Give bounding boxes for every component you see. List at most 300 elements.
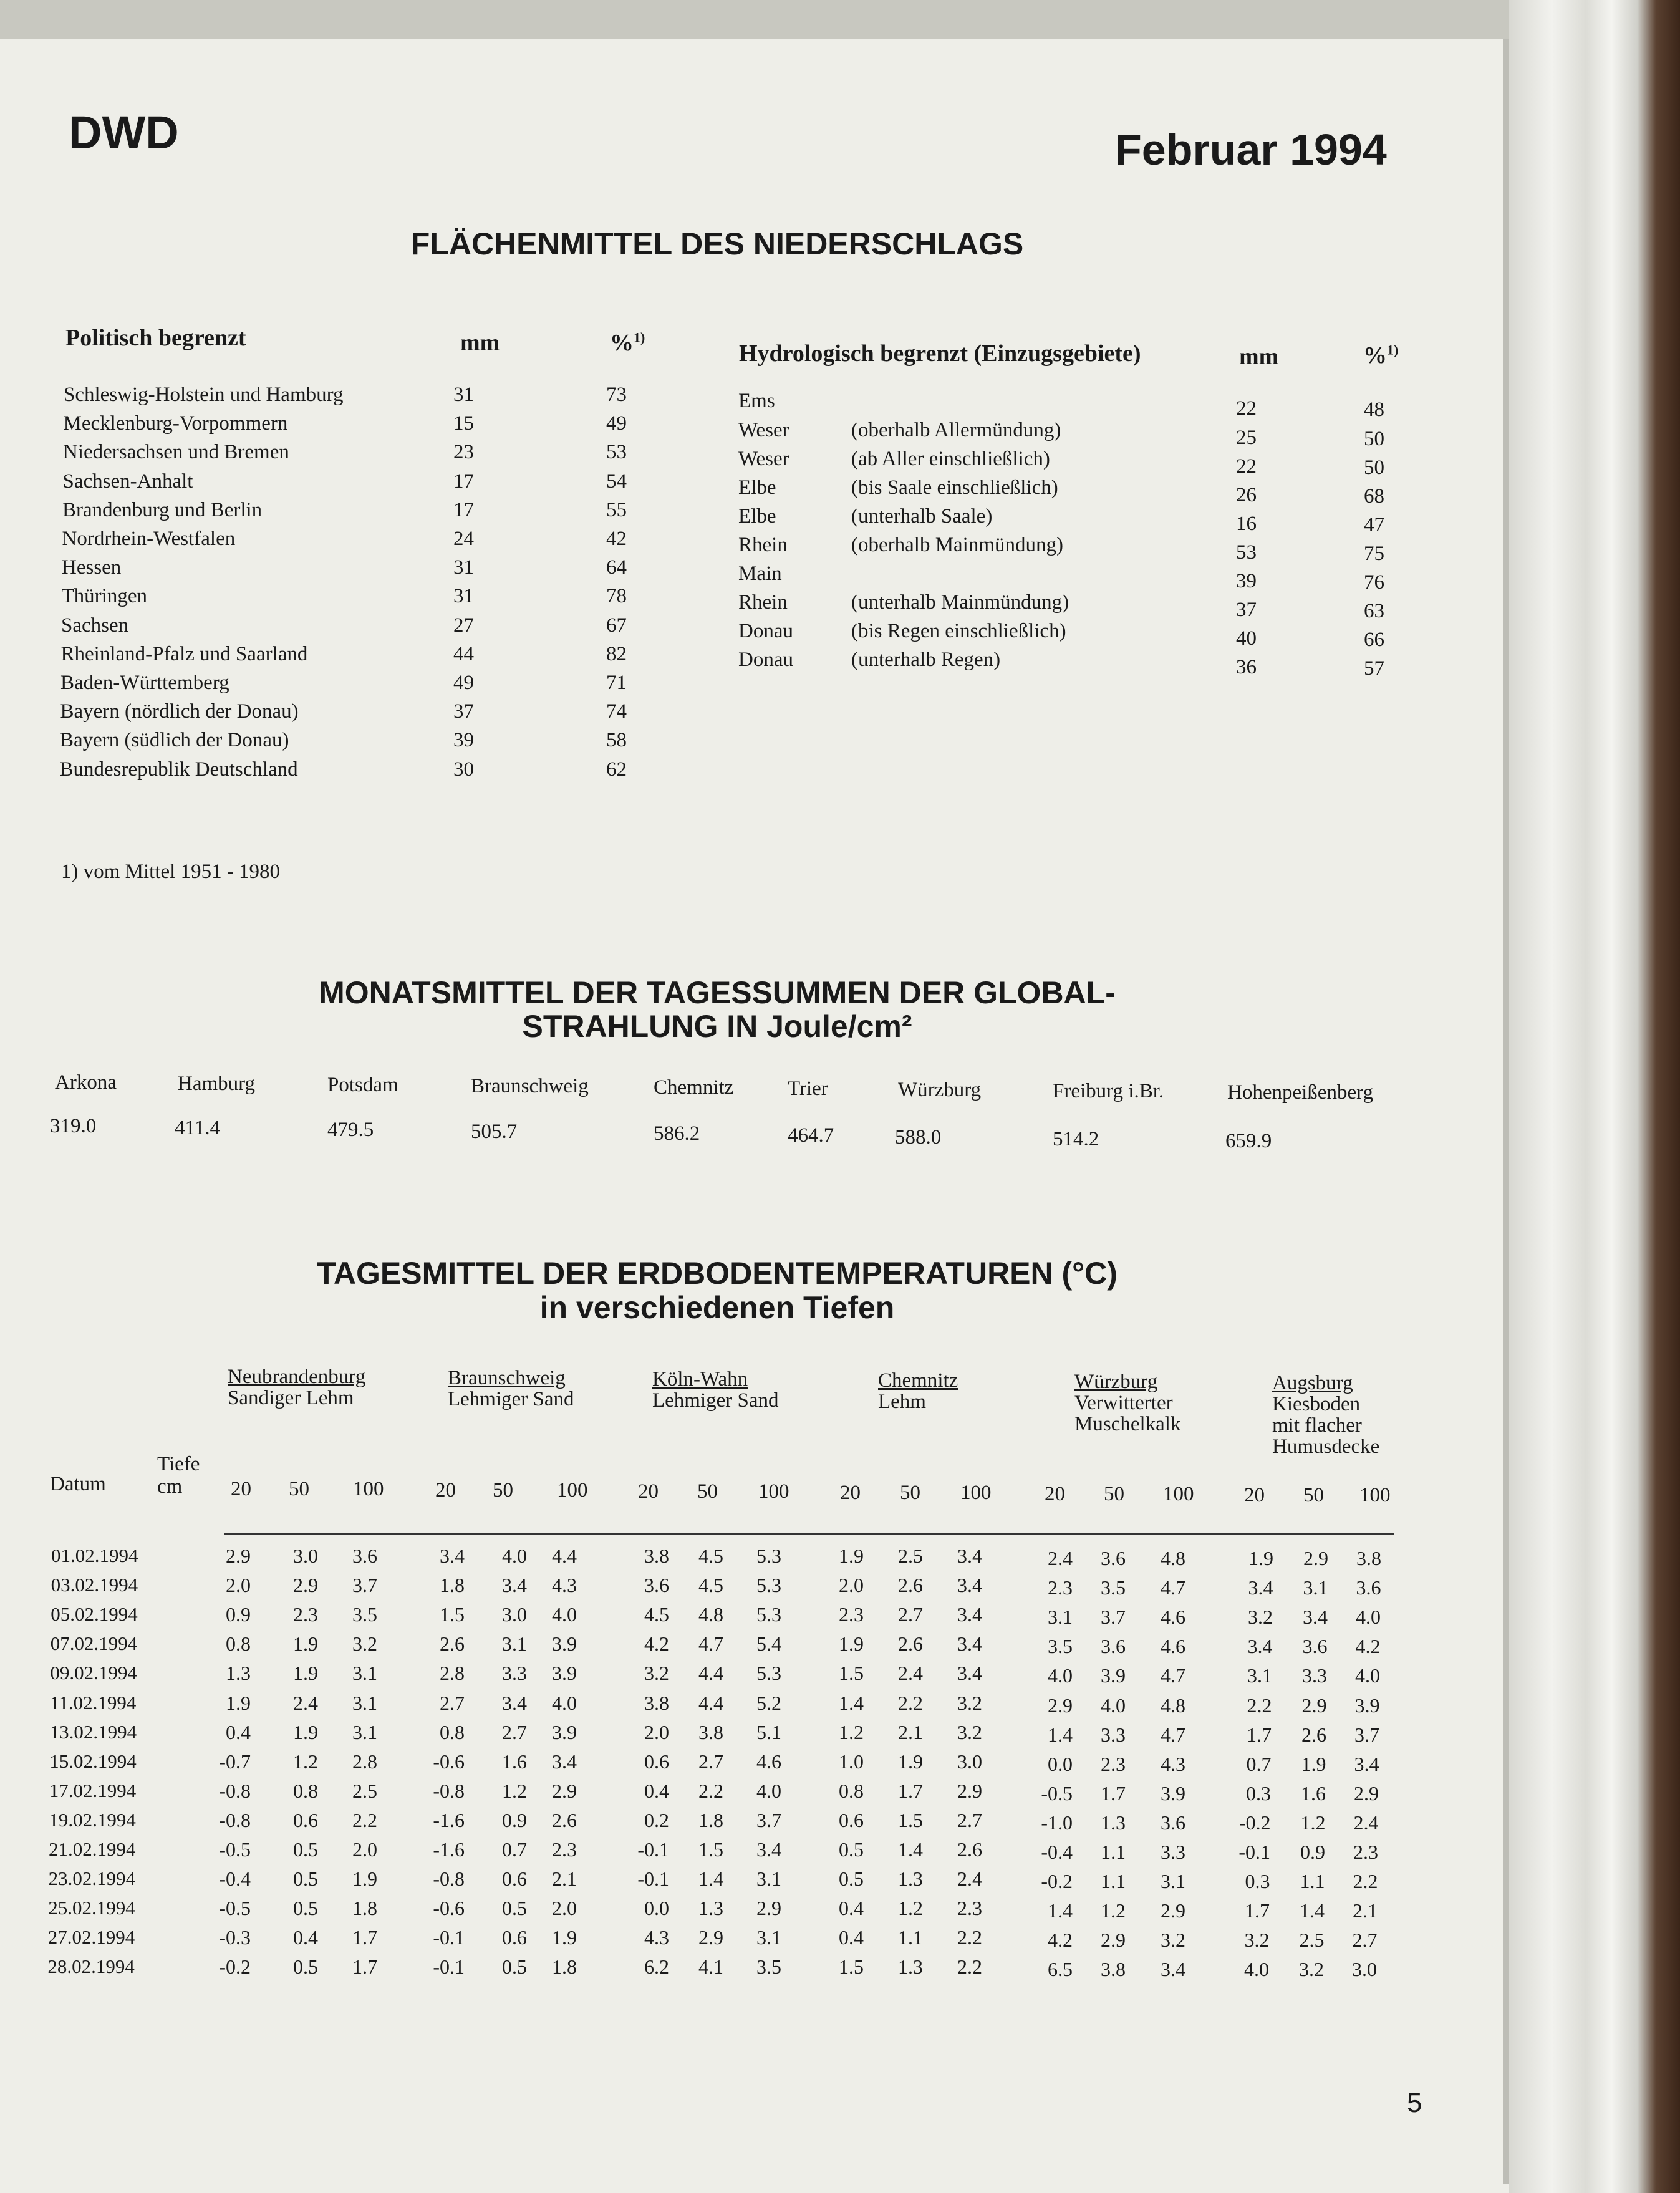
cell-value: 0.8: [440, 1720, 465, 1743]
cell-value: 2.0: [226, 1574, 251, 1597]
cell-value: 3.4: [1354, 1752, 1379, 1775]
region-mm: 31: [453, 383, 474, 406]
cell-value: 2.9: [957, 1779, 982, 1802]
cell-value: -0.1: [433, 1926, 465, 1949]
region-pct: 71: [606, 672, 627, 694]
cell-value: 1.9: [552, 1926, 577, 1949]
cell-value: 0.7: [502, 1838, 527, 1861]
cell-value: -1.6: [433, 1808, 465, 1831]
cell-value: 2.2: [957, 1955, 982, 1979]
cell-value: 0.6: [644, 1750, 669, 1773]
cell-value: 2.9: [1301, 1694, 1327, 1717]
cell-value: 2.3: [293, 1603, 318, 1626]
cell-value: -0.1: [637, 1868, 669, 1891]
depth-label: 50: [697, 1480, 718, 1503]
cell-value: 3.7: [756, 1808, 781, 1831]
cell-value: 2.3: [1101, 1752, 1126, 1775]
basin-pct: 75: [1364, 542, 1384, 565]
header-org: DWD: [69, 107, 179, 158]
basin-description: (unterhalb Mainmündung): [851, 591, 1069, 614]
radiation-value: 411.4: [175, 1117, 221, 1139]
cell-value: 3.6: [644, 1574, 669, 1597]
cell-value: 1.9: [1301, 1752, 1326, 1775]
cell-value: 0.5: [293, 1955, 318, 1979]
soil-type: Lehmiger Sand: [448, 1388, 574, 1410]
basin-river: Donau: [738, 620, 793, 642]
cell-value: 2.2: [898, 1691, 923, 1714]
cell-value: 2.7: [698, 1750, 723, 1773]
region-mm: 30: [453, 758, 474, 781]
cell-value: 4.8: [698, 1603, 723, 1626]
cell-value: 2.1: [898, 1720, 923, 1743]
basin-pct: 57: [1364, 657, 1384, 680]
page-number: 5: [1407, 2088, 1422, 2118]
cell-value: 2.3: [1353, 1841, 1378, 1863]
cell-value: 3.4: [1161, 1958, 1185, 1981]
cell-value: 4.8: [1161, 1694, 1185, 1717]
cell-value: 1.4: [839, 1691, 864, 1714]
cell-value: 0.9: [226, 1603, 251, 1626]
basin-description: (oberhalb Allermündung): [851, 419, 1061, 441]
cell-value: 3.4: [957, 1574, 982, 1597]
radiation-value: 505.7: [471, 1121, 518, 1143]
cell-value: 0.7: [1246, 1752, 1272, 1775]
region-name: Bundesrepublik Deutschland: [59, 758, 298, 781]
cell-value: 1.9: [898, 1750, 923, 1773]
row-date: 21.02.1994: [49, 1838, 136, 1860]
cell-value: 3.2: [1161, 1929, 1185, 1952]
cell-value: 3.8: [1356, 1547, 1381, 1569]
basin-mm: 26: [1236, 484, 1257, 506]
cell-value: 4.2: [644, 1632, 669, 1656]
cell-value: -1.0: [1041, 1811, 1073, 1834]
region-name: Bayern (nördlich der Donau): [60, 700, 299, 723]
cell-value: -0.2: [1041, 1870, 1073, 1893]
basin-river: Donau: [738, 648, 793, 671]
cell-value: 3.1: [502, 1632, 527, 1656]
precip-right-heading: Hydrologisch begrenzt (Einzugsgebiete): [739, 340, 1141, 367]
cell-value: 2.5: [898, 1545, 923, 1567]
cell-value: 1.6: [1301, 1781, 1326, 1805]
cell-value: 0.5: [293, 1868, 318, 1891]
cell-value: 3.4: [552, 1750, 577, 1773]
cell-value: 3.1: [1048, 1606, 1073, 1629]
cell-value: 0.4: [839, 1926, 864, 1949]
cell-value: 1.2: [1300, 1811, 1326, 1834]
cell-value: 3.2: [957, 1720, 982, 1743]
cell-value: 2.0: [839, 1574, 864, 1597]
radiation-value: 319.0: [50, 1115, 97, 1137]
cell-value: 3.9: [1161, 1781, 1185, 1805]
cell-value: 2.7: [440, 1691, 465, 1714]
cell-value: 4.7: [1161, 1664, 1185, 1687]
radiation-value: 659.9: [1225, 1130, 1272, 1152]
cell-value: 4.7: [1161, 1723, 1185, 1746]
cell-value: 3.1: [1303, 1576, 1328, 1599]
basin-pct: 68: [1364, 485, 1384, 508]
cell-value: 2.6: [898, 1632, 923, 1656]
cell-value: 3.7: [1354, 1723, 1379, 1746]
soil-type: Lehm: [878, 1391, 926, 1413]
cell-value: 3.3: [502, 1662, 527, 1685]
cell-value: 3.3: [1161, 1841, 1185, 1863]
row-date: 03.02.1994: [51, 1574, 138, 1596]
region-pct: 82: [606, 642, 627, 665]
cell-value: -0.8: [433, 1779, 465, 1802]
cell-value: 5.4: [756, 1632, 781, 1656]
region-name: Rheinland-Pfalz und Saarland: [60, 642, 308, 665]
soil-station-name: Würzburg: [1074, 1371, 1158, 1393]
cell-value: 0.6: [502, 1868, 527, 1891]
radiation-value: 514.2: [1053, 1128, 1099, 1150]
row-date: 25.02.1994: [48, 1897, 135, 1919]
cell-value: 1.7: [1245, 1899, 1270, 1922]
row-date: 27.02.1994: [47, 1926, 135, 1949]
depth-label: 20: [435, 1479, 456, 1501]
cell-value: -0.1: [1238, 1841, 1270, 1863]
cell-value: 2.5: [1299, 1929, 1325, 1952]
cell-value: 3.6: [1302, 1635, 1328, 1658]
region-name: Sachsen-Anhalt: [62, 470, 193, 493]
cell-value: 3.4: [1303, 1606, 1328, 1629]
cell-value: 4.0: [552, 1691, 577, 1714]
depth-label: 50: [289, 1478, 309, 1500]
cell-value: 1.9: [1248, 1547, 1273, 1569]
cell-value: 3.3: [1302, 1664, 1327, 1687]
cell-value: 1.8: [352, 1897, 377, 1920]
region-name: Schleswig-Holstein und Hamburg: [64, 383, 344, 406]
cell-value: -0.8: [219, 1779, 251, 1802]
depth-label: 100: [353, 1478, 384, 1500]
soil-header-rule: [224, 1533, 1394, 1535]
soil-type: Muschelkalk: [1074, 1413, 1181, 1435]
cell-value: 1.9: [293, 1662, 318, 1685]
cell-value: -0.1: [637, 1838, 669, 1861]
cell-value: 3.4: [957, 1662, 982, 1685]
cell-value: 4.6: [1161, 1635, 1185, 1658]
basin-mm: 36: [1236, 656, 1257, 678]
cell-value: 3.8: [1101, 1958, 1126, 1981]
region-pct: 62: [606, 758, 627, 781]
radiation-station: Trier: [788, 1077, 828, 1100]
depth-label: 100: [1359, 1484, 1391, 1506]
cell-value: 1.4: [1300, 1899, 1325, 1922]
radiation-value: 479.5: [327, 1119, 374, 1141]
soil-col-cm: cm: [157, 1475, 183, 1498]
cell-value: 4.5: [644, 1603, 669, 1626]
region-pct: 73: [606, 383, 627, 406]
cell-value: 4.2: [1355, 1635, 1381, 1658]
cell-value: 2.5: [352, 1779, 377, 1802]
radiation-station: Freiburg i.Br.: [1053, 1080, 1164, 1102]
cell-value: 1.2: [502, 1779, 527, 1802]
cell-value: 5.3: [756, 1545, 781, 1567]
region-pct: 55: [606, 498, 627, 521]
cell-value: 6.2: [644, 1955, 669, 1979]
region-mm: 24: [453, 528, 474, 550]
cell-value: 0.5: [502, 1955, 527, 1979]
region-mm: 39: [453, 729, 474, 752]
cell-value: 3.5: [1101, 1576, 1126, 1599]
row-date: 15.02.1994: [49, 1750, 137, 1772]
cell-value: 1.5: [898, 1808, 923, 1831]
radiation-station: Chemnitz: [654, 1076, 734, 1099]
cell-value: 3.6: [1101, 1547, 1126, 1569]
cell-value: 0.6: [502, 1926, 527, 1949]
cell-value: 3.7: [1101, 1606, 1126, 1629]
cell-value: 0.5: [502, 1897, 527, 1920]
region-name: Bayern (südlich der Donau): [60, 729, 289, 752]
cell-value: 1.5: [839, 1955, 864, 1979]
cell-value: 1.9: [293, 1720, 318, 1743]
cell-value: 4.2: [1048, 1929, 1073, 1952]
cell-value: 4.1: [698, 1955, 723, 1979]
cell-value: 3.6: [1356, 1576, 1381, 1599]
cell-value: 0.5: [293, 1897, 318, 1920]
precip-right-col-pct: %$^{1)}$: [1363, 342, 1399, 369]
cell-value: 4.7: [698, 1632, 723, 1656]
cell-value: 3.4: [502, 1574, 527, 1597]
cell-value: 4.0: [1355, 1664, 1380, 1687]
basin-description: (oberhalb Mainmündung): [851, 534, 1064, 556]
region-name: Nordrhein-Westfalen: [62, 528, 236, 550]
row-date: 07.02.1994: [50, 1632, 138, 1655]
depth-label: 50: [493, 1479, 513, 1501]
cell-value: 1.3: [698, 1897, 723, 1920]
cell-value: -0.7: [219, 1750, 251, 1773]
cell-value: 2.7: [502, 1720, 527, 1743]
cell-value: -0.1: [433, 1955, 465, 1979]
cell-value: 3.1: [352, 1691, 377, 1714]
cell-value: 3.1: [352, 1720, 377, 1743]
cell-value: 2.6: [898, 1574, 923, 1597]
cell-value: 2.9: [293, 1574, 318, 1597]
soil-col-datum: Datum: [50, 1473, 106, 1495]
basin-pct: 47: [1364, 514, 1384, 536]
cell-value: -0.8: [433, 1868, 465, 1891]
cell-value: 1.5: [698, 1838, 723, 1861]
cell-value: -0.2: [219, 1955, 251, 1979]
cell-value: 1.6: [502, 1750, 527, 1773]
radiation-station: Potsdam: [327, 1074, 398, 1096]
cell-value: -0.5: [219, 1838, 251, 1861]
cell-value: 0.8: [226, 1632, 251, 1656]
cell-value: 1.3: [226, 1662, 251, 1685]
cell-value: -0.6: [433, 1897, 465, 1920]
basin-description: (bis Regen einschließlich): [851, 620, 1066, 642]
basin-pct: 50: [1364, 456, 1384, 479]
region-name: Hessen: [62, 556, 122, 579]
cell-value: 4.4: [552, 1545, 577, 1567]
cell-value: 2.9: [1303, 1547, 1328, 1569]
cell-value: 3.9: [552, 1632, 577, 1656]
cell-value: 1.1: [1300, 1870, 1325, 1893]
cell-value: 4.3: [1161, 1752, 1185, 1775]
cell-value: 1.1: [1101, 1870, 1126, 1893]
cell-value: 0.6: [839, 1808, 864, 1831]
precip-footnote: 1) vom Mittel 1951 - 1980: [61, 860, 281, 883]
cell-value: 1.4: [698, 1868, 723, 1891]
basin-description: (bis Saale einschließlich): [851, 476, 1058, 499]
basin-river: Elbe: [738, 505, 776, 528]
basin-river: Rhein: [738, 534, 788, 556]
cell-value: 2.2: [1353, 1870, 1378, 1893]
basin-river: Rhein: [738, 591, 788, 614]
cell-value: 2.9: [1101, 1929, 1126, 1952]
cell-value: 2.8: [352, 1750, 377, 1773]
depth-label: 100: [1163, 1483, 1194, 1505]
cell-value: -0.8: [219, 1808, 251, 1831]
depth-label: 100: [960, 1482, 992, 1504]
cell-value: 2.9: [1354, 1781, 1379, 1805]
cell-value: 3.6: [352, 1545, 377, 1567]
cell-value: 2.4: [957, 1868, 982, 1891]
basin-pct: 50: [1364, 428, 1384, 450]
soil-station-name: Köln-Wahn: [652, 1368, 748, 1391]
cell-value: 3.5: [1048, 1635, 1073, 1658]
cell-value: 2.1: [552, 1868, 577, 1891]
basin-river: Elbe: [738, 476, 776, 499]
cell-value: 1.9: [226, 1691, 251, 1714]
region-pct: 42: [606, 528, 627, 550]
soil-station-name: Neubrandenburg: [228, 1366, 366, 1388]
soil-station-name: Braunschweig: [448, 1367, 566, 1389]
cell-value: 3.4: [502, 1691, 527, 1714]
region-name: Baden-Württemberg: [60, 672, 229, 694]
cell-value: 2.6: [957, 1838, 982, 1861]
cell-value: 3.5: [756, 1955, 781, 1979]
cell-value: 2.4: [1048, 1547, 1073, 1569]
cell-value: 3.4: [756, 1838, 781, 1861]
cell-value: 1.3: [898, 1868, 923, 1891]
cell-value: 2.2: [698, 1779, 723, 1802]
region-mm: 27: [453, 614, 474, 637]
cell-value: 1.3: [898, 1955, 923, 1979]
basin-mm: 37: [1236, 599, 1257, 621]
cell-value: 4.4: [698, 1662, 723, 1685]
region-mm: 37: [453, 700, 474, 723]
cell-value: 5.3: [756, 1662, 781, 1685]
cell-value: 4.3: [644, 1926, 669, 1949]
cell-value: 0.3: [1246, 1781, 1271, 1805]
cell-value: 3.4: [1248, 1576, 1273, 1599]
region-mm: 31: [453, 585, 474, 608]
cell-value: 0.8: [839, 1779, 864, 1802]
soil-type: Sandiger Lehm: [228, 1387, 354, 1409]
cell-value: 0.5: [839, 1868, 864, 1891]
cell-value: 1.7: [898, 1779, 923, 1802]
cell-value: 4.0: [756, 1779, 781, 1802]
cell-value: 3.4: [440, 1545, 465, 1567]
cell-value: 3.0: [957, 1750, 982, 1773]
cell-value: 3.9: [1354, 1694, 1380, 1717]
basin-mm: 39: [1236, 570, 1257, 592]
precip-right-col-mm: mm: [1239, 344, 1279, 370]
cell-value: 5.1: [756, 1720, 781, 1743]
cell-value: 2.9: [698, 1926, 723, 1949]
cell-value: 1.9: [352, 1868, 377, 1891]
cell-value: 4.6: [756, 1750, 781, 1773]
soil-type: Verwitterter: [1074, 1392, 1173, 1414]
depth-label: 20: [231, 1478, 251, 1500]
cell-value: 2.2: [957, 1926, 982, 1949]
cell-value: 0.4: [293, 1926, 318, 1949]
cell-value: 3.4: [957, 1603, 982, 1626]
cell-value: 2.0: [644, 1720, 669, 1743]
cell-value: -1.6: [433, 1838, 465, 1861]
cell-value: 1.4: [1048, 1723, 1073, 1746]
region-name: Sachsen: [61, 614, 129, 637]
cell-value: 4.6: [1161, 1606, 1185, 1629]
cell-value: 3.3: [1101, 1723, 1126, 1746]
cell-value: 3.9: [1101, 1664, 1126, 1687]
basin-description: (unterhalb Regen): [851, 648, 1001, 671]
cell-value: 5.3: [756, 1574, 781, 1597]
cell-value: 4.0: [1356, 1606, 1381, 1629]
region-mm: 17: [453, 498, 474, 521]
basin-mm: 22: [1236, 455, 1257, 478]
cell-value: 1.3: [1101, 1811, 1126, 1834]
cell-value: 3.8: [644, 1691, 669, 1714]
depth-label: 20: [638, 1480, 659, 1503]
soil-title-line1: TAGESMITTEL DER ERDBODENTEMPERATUREN (°C): [317, 1256, 1118, 1291]
cell-value: 2.3: [552, 1838, 577, 1861]
cell-value: 2.7: [957, 1808, 982, 1831]
cell-value: 3.6: [1101, 1635, 1126, 1658]
cell-value: 3.0: [502, 1603, 527, 1626]
cell-value: 1.2: [293, 1750, 318, 1773]
cell-value: 1.5: [839, 1662, 864, 1685]
region-name: Niedersachsen und Bremen: [63, 441, 289, 464]
region-mm: 17: [453, 470, 474, 493]
row-date: 11.02.1994: [50, 1691, 137, 1713]
cell-value: 4.8: [1161, 1547, 1185, 1569]
cell-value: 3.1: [1247, 1664, 1272, 1687]
basin-pct: 76: [1364, 571, 1384, 594]
header-date: Februar 1994: [1115, 125, 1387, 174]
region-pct: 67: [606, 614, 627, 637]
precip-left-heading: Politisch begrenzt: [65, 325, 246, 351]
cell-value: 2.2: [1247, 1694, 1272, 1717]
cell-value: 3.8: [644, 1545, 669, 1567]
cell-value: 0.0: [1048, 1752, 1073, 1775]
row-date: 09.02.1994: [50, 1662, 137, 1684]
region-pct: 58: [606, 729, 627, 752]
basin-pct: 63: [1364, 600, 1384, 622]
region-name: Thüringen: [61, 585, 147, 608]
basin-description: (ab Aller einschließlich): [851, 448, 1050, 470]
cell-value: 1.1: [1101, 1841, 1126, 1863]
cell-value: 3.2: [1299, 1958, 1324, 1981]
depth-label: 50: [1303, 1484, 1324, 1506]
basin-mm: 40: [1236, 627, 1257, 650]
cell-value: 2.7: [898, 1603, 923, 1626]
precip-left-col-mm: mm: [460, 330, 500, 356]
cell-value: 0.5: [839, 1838, 864, 1861]
cell-value: -0.5: [1041, 1781, 1073, 1805]
soil-type: mit flacher: [1272, 1414, 1362, 1437]
cell-value: 2.6: [440, 1632, 465, 1656]
soil-type: Humusdecke: [1272, 1435, 1380, 1458]
row-date: 23.02.1994: [48, 1868, 136, 1890]
cell-value: 1.0: [839, 1750, 864, 1773]
cell-value: 2.9: [552, 1779, 577, 1802]
cell-value: 3.2: [1248, 1606, 1273, 1629]
precip-left-col-pct: %$^{1)}$: [610, 329, 645, 356]
cell-value: 2.3: [957, 1897, 982, 1920]
depth-label: 20: [1045, 1483, 1065, 1505]
region-name: Mecklenburg-Vorpommern: [63, 412, 288, 435]
